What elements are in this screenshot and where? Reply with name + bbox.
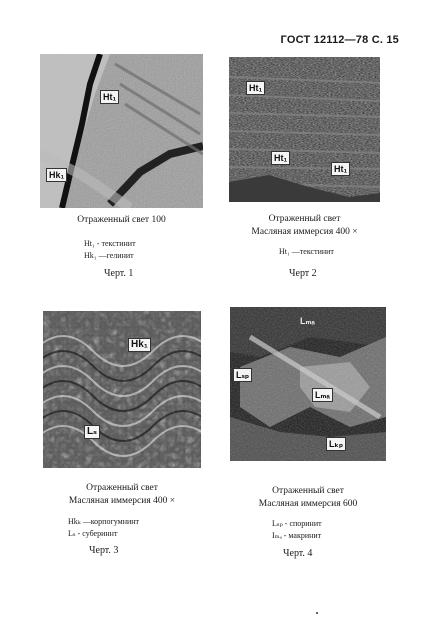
label-l: Lₘₐ	[300, 316, 315, 326]
label-ht: Ht₁	[271, 151, 290, 165]
label-ht: Ht₁	[331, 162, 350, 176]
legend-item: Iₘₐ - макринит	[272, 531, 322, 540]
micrograph-3	[43, 311, 201, 468]
legend-item: Hkₖ —корпогумнинт	[68, 517, 140, 526]
label-l: Lₛ	[84, 425, 100, 439]
figure-label-4: Черт. 4	[283, 548, 313, 559]
page-header: ГОСТ 12112—78 С. 15	[280, 34, 399, 46]
label-hk: Hk₁	[128, 338, 151, 352]
legend-item: Lₛ - субериннт	[68, 529, 118, 538]
caption-line: Масляная иммерсия 600	[258, 499, 358, 509]
caption-line: Масляная иммерсия 400 ×	[251, 227, 358, 237]
micrograph-2	[229, 57, 380, 202]
figure-label-1: Черт. 1	[104, 268, 134, 279]
caption-2	[229, 213, 380, 239]
caption-1	[40, 214, 203, 227]
caption-line: Отраженный свет	[268, 214, 341, 224]
label-l: Lₖₚ	[326, 437, 346, 451]
label-l: Lₘₐ	[312, 388, 333, 402]
caption-line: Масляная иммерсия 400 ×	[68, 496, 176, 506]
caption-4	[230, 485, 386, 511]
label-ht: Ht₁	[100, 90, 119, 104]
legend-2	[279, 246, 334, 258]
label-hk: Hk₁	[46, 168, 67, 182]
label-l: Lₛₚ	[233, 368, 252, 382]
figure-label-3: Черт. 3	[89, 545, 119, 556]
caption-line: Отраженный свет	[272, 486, 344, 496]
legend-item: Ht₁ - текстинит	[84, 239, 136, 248]
legend-item: Ht₁ —текстинит	[279, 247, 334, 256]
figure-label-2: Черт 2	[289, 268, 317, 279]
legend-item: Lₛₚ - споринит	[272, 519, 322, 528]
caption-line: Отраженный свет	[86, 483, 158, 493]
caption-line: Отраженный свет 100	[77, 215, 166, 225]
page-speck	[316, 612, 318, 614]
legend-1	[84, 238, 136, 262]
micrograph-4	[230, 307, 386, 461]
micrograph-1	[40, 54, 203, 208]
legend-3	[68, 516, 139, 540]
label-ht: Ht₁	[246, 81, 265, 95]
legend-item: Hk₁ —гелинит	[84, 251, 134, 260]
legend-4	[272, 518, 322, 542]
caption-3	[43, 482, 201, 508]
